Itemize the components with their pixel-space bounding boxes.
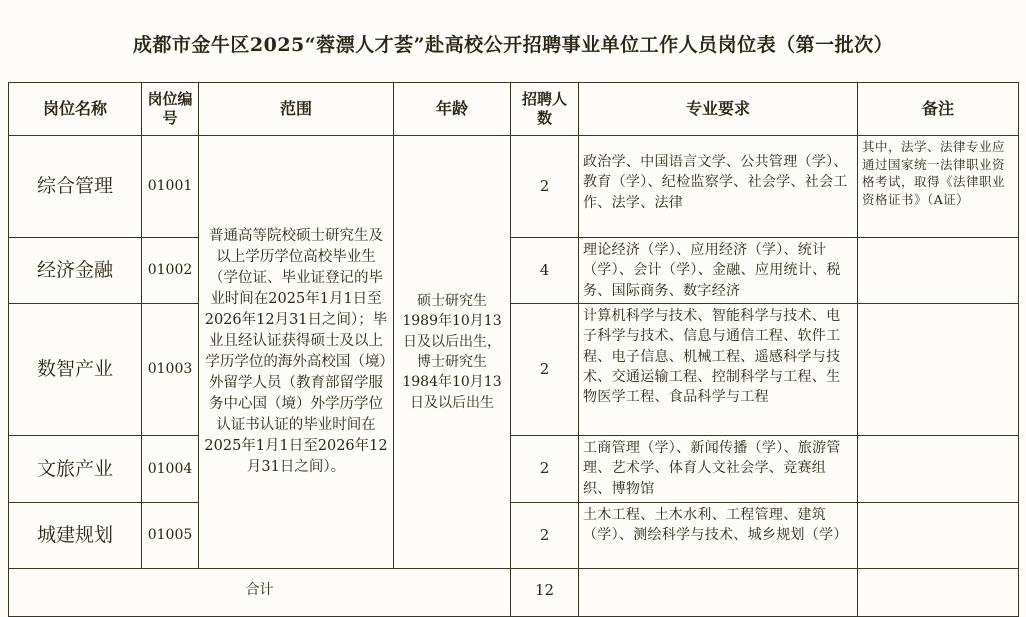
major-requirement: 工商管理（学）、新闻传播（学）、旅游管理、艺术学、体育人文社会学、竞赛组织、博物馆 bbox=[579, 436, 858, 503]
table-row bbox=[9, 136, 1019, 238]
position-code: 01001 bbox=[142, 136, 199, 238]
position-code: 01003 bbox=[142, 304, 199, 436]
table-row bbox=[9, 304, 1019, 436]
major-requirement: 计算机科学与技术、智能科学与技术、电子科学与技术、信息与通信工程、软件工程、电子信息、机械工程、遥感科学与技术、交通运输工程、控制科学与工程、生物医学工程、食品科学与工程 bbox=[579, 304, 858, 436]
header-position-code: 岗位编号 bbox=[142, 83, 199, 136]
major-requirement: 政治学、中国语言文学、公共管理（学）、教育（学）、纪检监察学、社会学、社会工作、法学、法律 bbox=[579, 136, 858, 238]
header-position-name: 岗位名称 bbox=[9, 83, 142, 136]
position-name: 文旅产业 bbox=[9, 436, 142, 503]
note-cell bbox=[858, 238, 1019, 304]
table-row bbox=[9, 238, 1019, 304]
header-count: 招聘人数 bbox=[511, 83, 579, 136]
recruit-count: 2 bbox=[511, 503, 579, 569]
recruit-count: 2 bbox=[511, 136, 579, 238]
position-table bbox=[8, 82, 1019, 617]
table-row bbox=[9, 503, 1019, 569]
position-name: 数智产业 bbox=[9, 304, 142, 436]
scope-cell: 普通高等院校硕士研究生及以上学历学位高校毕业生（学位证、毕业证登记的毕业时间在2025年1月1日至2026年12月31日之间）；毕业且经认证获得硕士及以上学历学位的海外高校国（境）外留学人员（教育部留学服务中心国（境）外学历学位认证书认证的毕业时间在2025年1月1日至2026年12月31日之间）。 bbox=[199, 136, 394, 569]
header-major: 专业要求 bbox=[579, 83, 858, 136]
recruit-count: 2 bbox=[511, 436, 579, 503]
major-requirement: 理论经济（学）、应用经济（学）、统计（学）、会计（学）、金融、应用统计、税务、国际商务、数字经济 bbox=[579, 238, 858, 304]
page-title: 成都市金牛区2025“蓉漂人才荟”赴高校公开招聘事业单位工作人员岗位表（第一批次） bbox=[132, 34, 894, 56]
header-scope: 范围 bbox=[199, 83, 394, 136]
header-note: 备注 bbox=[858, 83, 1019, 136]
header-age: 年龄 bbox=[394, 83, 511, 136]
major-requirement: 土木工程、土木水利、工程管理、建筑（学）、测绘科学与技术、城乡规划（学） bbox=[579, 503, 858, 569]
note-cell: 其中，法学、法律专业应通过国家统一法律职业资格考试，取得《法律职业资格证书》（A证） bbox=[858, 136, 1019, 238]
position-name: 城建规划 bbox=[9, 503, 142, 569]
position-code: 01002 bbox=[142, 238, 199, 304]
recruit-count: 4 bbox=[511, 238, 579, 304]
total-count: 12 bbox=[511, 569, 579, 617]
table-header-row bbox=[9, 83, 1019, 136]
note-cell bbox=[858, 304, 1019, 436]
table-row bbox=[9, 436, 1019, 503]
position-name: 综合管理 bbox=[9, 136, 142, 238]
age-cell: 硕士研究生1989年10月13日及以后出生，博士研究生1984年10月13日及以后出生 bbox=[394, 136, 511, 569]
position-name: 经济金融 bbox=[9, 238, 142, 304]
position-code: 01004 bbox=[142, 436, 199, 503]
total-major-empty bbox=[579, 569, 858, 617]
note-cell bbox=[858, 503, 1019, 569]
total-note-empty bbox=[858, 569, 1019, 617]
note-cell bbox=[858, 436, 1019, 503]
recruit-count: 2 bbox=[511, 304, 579, 436]
total-row bbox=[9, 569, 1019, 617]
position-code: 01005 bbox=[142, 503, 199, 569]
total-label: 合计 bbox=[9, 569, 511, 617]
